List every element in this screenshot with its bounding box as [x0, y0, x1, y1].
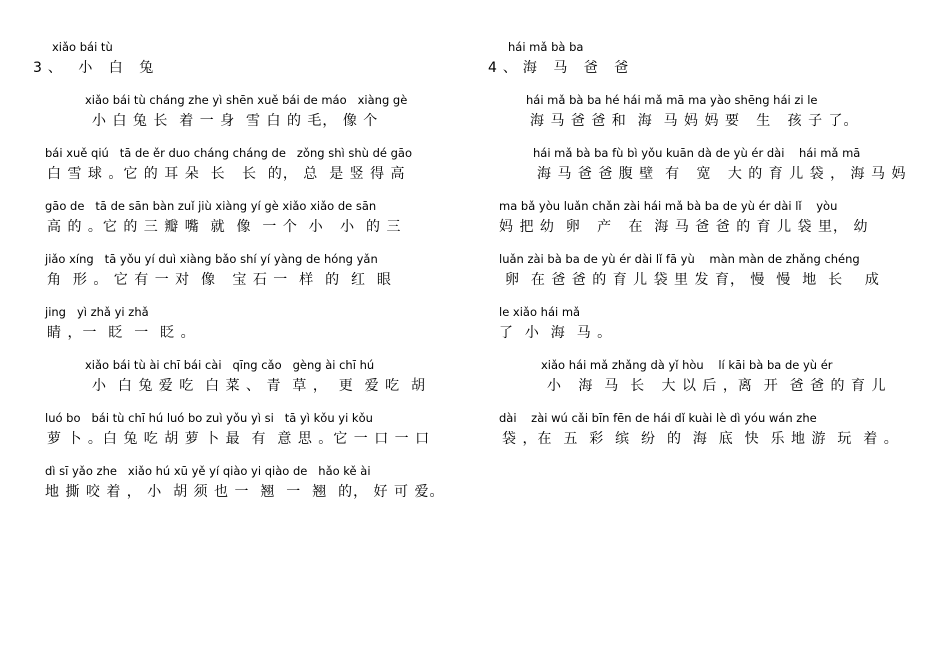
story-4-line-1-text: 海 马 爸 爸 和 海 马 妈 妈 要 生 孩 子 了。	[530, 113, 859, 129]
story-3-line-8-pinyin: dì sī yǎo zhe xiǎo hú xū yě yí qiào yi qiào de hǎo kě ài	[45, 464, 371, 478]
story-4-line-3-pinyin: ma bǎ yòu luǎn chǎn zài hái mǎ bà ba de yù ér dài lǐ yòu	[499, 199, 838, 213]
story-3-line-7-pinyin: luó bo bái tù chī hú luó bo zuì yǒu yì si tā yì kǒu yi kǒu	[45, 411, 373, 425]
story-3-line-1-text: 小 白 兔 长 着 一 身 雪 白 的 毛， 像 个	[92, 113, 379, 129]
story-4-title: 4、海 马 爸 爸	[488, 60, 635, 76]
story-3-line-6-text: 小 白 兔 爱 吃 白 菜 、 青 草 ， 更 爱 吃 胡	[92, 378, 427, 394]
story-3-line-3-pinyin: gāo de tā de sān bàn zuǐ jiù xiàng yí gè xiǎo xiǎo de sān	[45, 199, 377, 213]
story-4-line-2-text: 海 马 爸 爸 腹 壁 有 宽 大 的 育 儿 袋 ， 海 马 妈	[537, 166, 907, 182]
story-3-title: 3、 小 白 兔	[33, 60, 160, 76]
story-3-line-3-text: 高 的 。它 的 三 瓣 嘴 就 像 一 个 小 小 的 三	[47, 219, 402, 235]
story-4-line-1-pinyin: hái mǎ bà ba hé hái mǎ mā ma yào shēng hái zi le	[526, 93, 818, 107]
story-4-line-6-pinyin: xiǎo hái mǎ zhǎng dà yǐ hòu lí kāi bà ba de yù ér	[541, 358, 833, 372]
story-3-line-5-text: 睛 ，一 眨 一 眨 。	[47, 325, 196, 341]
story-4-line-7-text: 袋 ，在 五 彩 缤 纷 的 海 底 快 乐 地 游 玩 着 。	[502, 431, 899, 447]
story-3-line-2-text: 白 雪 球 。它 的 耳 朵 长 长 的， 总 是 竖 得 高	[47, 166, 406, 182]
story-3-line-7-text: 萝 卜 。白 兔 吃 胡 萝 卜 最 有 意 思 。它 一 口 一 口	[47, 431, 431, 447]
story-4-line-2-pinyin: hái mǎ bà ba fù bì yǒu kuān dà de yù ér dài hái mǎ mā	[533, 146, 861, 160]
story-3-line-5-pinyin: jing yì zhǎ yi zhǎ	[45, 305, 149, 319]
story-4-line-5-text: 了 小 海 马 。	[499, 325, 613, 341]
story-3-line-6-pinyin: xiǎo bái tù ài chī bái cài qīng cǎo gèng ài chī hú	[85, 358, 375, 372]
story-4-title-pinyin: hái mǎ bà ba	[508, 40, 584, 54]
story-3-line-4-pinyin: jiǎo xíng tā yǒu yí duì xiàng bǎo shí yí yàng de hóng yǎn	[45, 252, 378, 266]
story-3-line-4-text: 角 形 。 它 有 一 对 像 宝 石 一 样 的 红 眼	[47, 272, 392, 288]
story-3-line-2-pinyin: bái xuě qiú tā de ěr duo cháng cháng de zǒng shì shù dé gāo	[45, 146, 412, 160]
story-3-title-pinyin: xiǎo bái tù	[52, 40, 113, 54]
story-4-line-4-text: 卵 在 爸 爸 的 育 儿 袋 里 发 育， 慢 慢 地 长 成	[505, 272, 880, 288]
story-4-line-6-text: 小 海 马 长 大 以 后 ，离 开 爸 爸 的 育 儿	[547, 378, 887, 394]
story-4-line-5-pinyin: le xiǎo hái mǎ	[499, 305, 581, 319]
story-4-line-4-pinyin: luǎn zài bà ba de yù ér dài lǐ fā yù màn màn de zhǎng chéng	[499, 252, 860, 266]
story-4-line-7-pinyin: dài zài wú cǎi bīn fēn de hái dǐ kuài lè dì yóu wán zhe	[499, 411, 817, 425]
story-4-line-3-text: 妈 把 幼 卵 产 在 海 马 爸 爸 的 育 儿 袋 里， 幼	[499, 219, 869, 235]
story-3-line-8-text: 地 撕 咬 着 ， 小 胡 须 也 一 翘 一 翘 的， 好 可 爱。	[45, 484, 445, 500]
story-3-line-1-pinyin: xiǎo bái tù cháng zhe yì shēn xuě bái de máo xiàng gè	[85, 93, 408, 107]
